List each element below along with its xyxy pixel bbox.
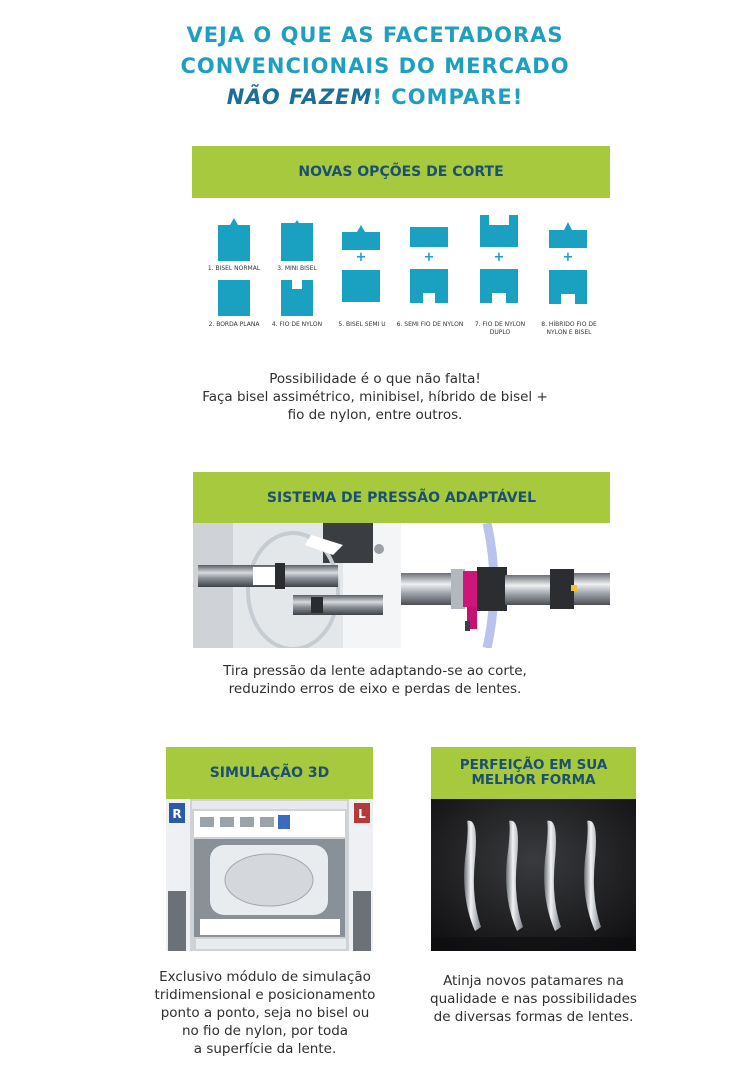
section-cut-title: NOVAS OPÇÕES DE CORTE — [192, 146, 610, 198]
text-line: Atinja novos patamares na — [443, 973, 624, 989]
text-line: fio de nylon, entre outros. — [287, 407, 463, 423]
text-line: a superfície da lente. — [193, 1041, 337, 1057]
text-line: no fio de nylon, por toda — [181, 1023, 349, 1039]
text-line: ponto a ponto, seja no bisel ou — [160, 1005, 370, 1021]
text-line: Faça bisel assimétrico, minibisel, híbrido de bisel + — [202, 389, 548, 405]
perfection-title-line-2: MELHOR FORMA — [471, 772, 596, 788]
pressure-photo-left — [193, 523, 401, 648]
text-line: tridimensional e posicionamento — [154, 987, 376, 1003]
text-line: Exclusivo módulo de simulação — [159, 969, 371, 985]
cut-plus: + — [355, 250, 367, 265]
cut-semi-fio-nylon-shape — [410, 227, 448, 303]
lens-edges-photo — [431, 799, 636, 951]
cut-fio-nylon-shape — [281, 280, 313, 316]
text-line: de diversas formas de lentes. — [433, 1009, 634, 1025]
cut-bisel-normal-shape — [218, 215, 250, 261]
section-perfection-title — [431, 747, 636, 799]
section-pressure-title: SISTEMA DE PRESSÃO ADAPTÁVEL — [193, 472, 610, 523]
text-line: Tira pressão da lente adaptando-se ao corte, — [223, 663, 527, 679]
headline-line-3 — [0, 82, 750, 113]
cut-label: 6. SEMI FIO DE NYLON — [396, 321, 464, 328]
cut-label: 2. BORDA PLANA — [208, 321, 260, 328]
headline-line-3-rest: ! COMPARE! — [372, 85, 524, 109]
cut-label: 7. FIO DE NYLON DUPLO — [474, 321, 526, 336]
cut-label: 4. FIO DE NYLON — [271, 321, 323, 328]
cut-label: 5. BISEL SEMI U — [338, 321, 386, 328]
cut-plus: + — [493, 250, 505, 265]
headline-line-1: VEJA O QUE AS FACETADORAS — [186, 23, 564, 47]
cut-mini-bisel-shape — [281, 215, 313, 261]
cut-plus: + — [423, 250, 435, 265]
section-perfection-text — [405, 972, 662, 1026]
headline-emphasis: NÃO FAZEM — [226, 85, 373, 109]
page-headline — [0, 20, 750, 113]
text-line: qualidade e nas possibilidades — [430, 991, 637, 1007]
simulation-screenshot — [166, 799, 373, 951]
section-cut-text — [150, 370, 600, 424]
cut-plus: + — [562, 250, 574, 265]
headline-line-2: CONVENCIONAIS DO MERCADO — [180, 54, 570, 78]
section-pressure-text — [150, 662, 600, 698]
cut-label: 1. BISEL NORMAL — [207, 265, 261, 272]
section-3d-text — [130, 968, 400, 1058]
pressure-photo-right — [401, 523, 610, 648]
cut-borda-plana-shape — [218, 280, 250, 316]
svg-text:L: L — [358, 807, 366, 821]
cut-label: 3. MINI BISEL — [277, 265, 317, 272]
cut-options-grid — [198, 210, 610, 340]
section-3d-title: SIMULAÇÃO 3D — [166, 747, 373, 799]
cut-label: 8. HÍBRIDO FIO DE NYLON E BISEL — [541, 321, 597, 336]
perfection-title-line-1: PERFEIÇÃO EM SUA — [459, 757, 608, 773]
svg-text:R: R — [172, 807, 182, 821]
text-line: Possibilidade é o que não falta! — [269, 371, 481, 387]
text-line: reduzindo erros de eixo e perdas de lentes. — [228, 681, 522, 697]
